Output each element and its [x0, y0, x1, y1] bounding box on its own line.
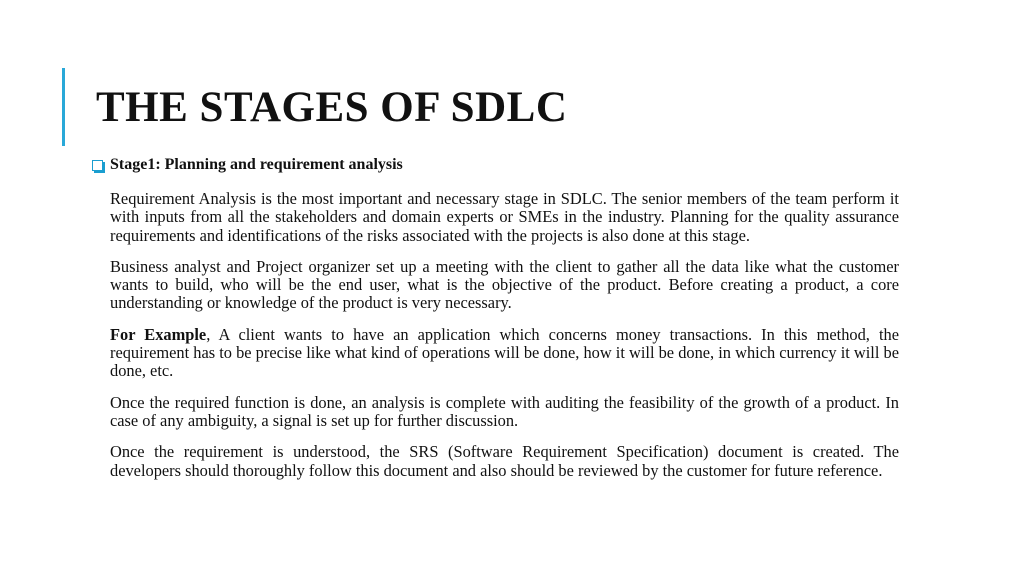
- slide-title: THE STAGES OF SDLC: [96, 84, 568, 131]
- paragraph-business-analyst: Business analyst and Project organizer set up a meeting with the client to gather all the data like what the customer wants to build, who will be the end user, what is the objective of the product. Before creating a product, a core understanding or knowledge of the product is very necessary.: [110, 256, 899, 313]
- title-accent-bar: [62, 68, 65, 146]
- paragraph-example: [110, 326, 899, 381]
- example-lead: For Example: [110, 324, 207, 344]
- stage-description: [110, 190, 899, 493]
- stage-heading-label: Stage1: Planning and requirement analysis: [110, 156, 403, 173]
- checkbox-bullet-icon: [92, 160, 103, 171]
- paragraph-feasibility: Once the required function is done, an analysis is complete with auditing the feasibility of the growth of a product. In case of any ambiguity, a signal is set up for further discussion.: [110, 392, 899, 430]
- stage-heading: [92, 155, 403, 175]
- paragraph-srs: Once the requirement is understood, the SRS (Software Requirement Specification) document is created. The developers should thoroughly follow this document and also should be reviewed by the customer for future reference.: [110, 442, 899, 480]
- paragraph-requirement-analysis: Requirement Analysis is the most important and necessary stage in SDLC. The senior members of the team perform it with inputs from all the stakeholders and domain experts or SMEs in the industry. Planning for the quality assurance requirements and identifications of the risks associated with the projects is also done at this stage.: [110, 189, 899, 245]
- example-text: , A client wants to have an application which concerns money transactions. In this method, the requirement has to be precise like what kind of operations will be done, how it will be done, in which currency it will be done, etc.: [110, 324, 899, 381]
